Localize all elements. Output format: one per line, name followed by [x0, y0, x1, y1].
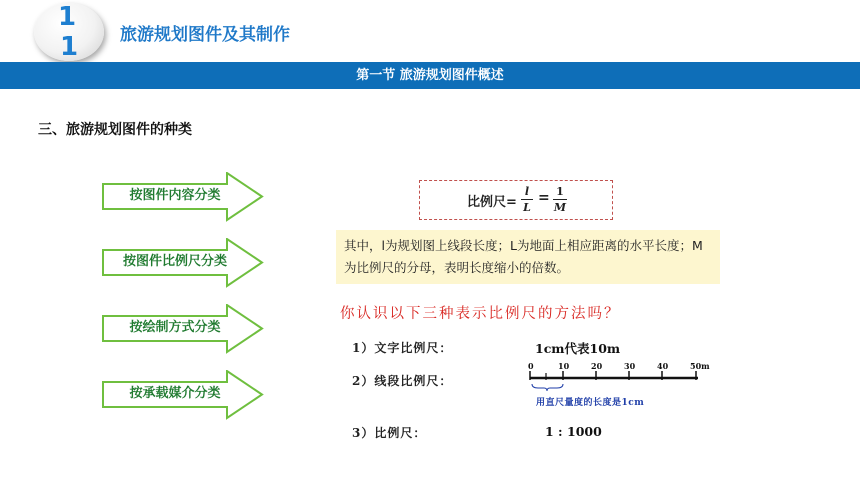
fraction-bar [521, 199, 533, 200]
category-arrow-method[interactable] [102, 304, 262, 352]
tick-label: 0 [528, 361, 534, 371]
fraction-numerator: 1 [556, 185, 564, 198]
equals-sign: = [538, 190, 550, 206]
formula-label: 比例尺= [467, 195, 517, 210]
category-arrow-media[interactable] [102, 370, 262, 418]
fraction-l-over-L [521, 185, 533, 214]
text-scale-value: 1cm代表10m [535, 341, 621, 356]
ratio-scale-value: 1 : 1000 [545, 424, 602, 439]
scale-question: 你认识以下三种表示比例尺的方法吗？ [340, 306, 621, 322]
band-text: 第一节 旅游规划图件概述 [356, 68, 504, 83]
line-scale-note: 用直尺量度的长度是1cm [536, 398, 645, 408]
text-scale-label: 1）文字比例尺： [352, 341, 453, 355]
category-label: 按图件比例尺分类 [122, 254, 227, 269]
fraction-denominator: L [523, 201, 531, 214]
section-heading: 三、旅游规划图件的种类 [38, 122, 192, 138]
page-title: 旅游规划图件及其制作 [120, 25, 290, 45]
category-label: 按图件内容分类 [129, 188, 221, 203]
tick-label: 10 [558, 361, 570, 371]
tick-label: 20 [591, 361, 603, 371]
tick-label: 50m [690, 361, 710, 371]
section-band-title [0, 62, 860, 89]
fraction-denominator: M [553, 201, 567, 214]
chapter-badge-bottom-number: 1 [60, 32, 79, 62]
fraction-bar [553, 199, 567, 200]
line-scale-label: 2）线段比例尺： [352, 374, 453, 388]
tick-label: 30 [624, 361, 636, 371]
line-scale-bar [520, 360, 720, 396]
ratio-scale-label: 3）比例尺： [352, 426, 427, 440]
category-arrow-content[interactable] [102, 172, 262, 220]
tick-label: 40 [657, 361, 669, 371]
scale-formula [419, 180, 613, 220]
fraction-numerator: l [524, 185, 530, 198]
chapter-badge-top-number: 1 [58, 2, 77, 32]
fraction-1-over-M [553, 185, 567, 214]
formula-explanation: 其中，l为规划图上线段长度；L为地面上相应距离的水平长度；M为比例尺的分母，表明长度缩小的倍数。 [336, 230, 720, 284]
measure-brace [532, 384, 563, 391]
category-arrow-scale[interactable] [102, 238, 262, 286]
category-label: 按承载媒介分类 [129, 386, 221, 401]
category-label: 按绘制方式分类 [129, 320, 221, 335]
